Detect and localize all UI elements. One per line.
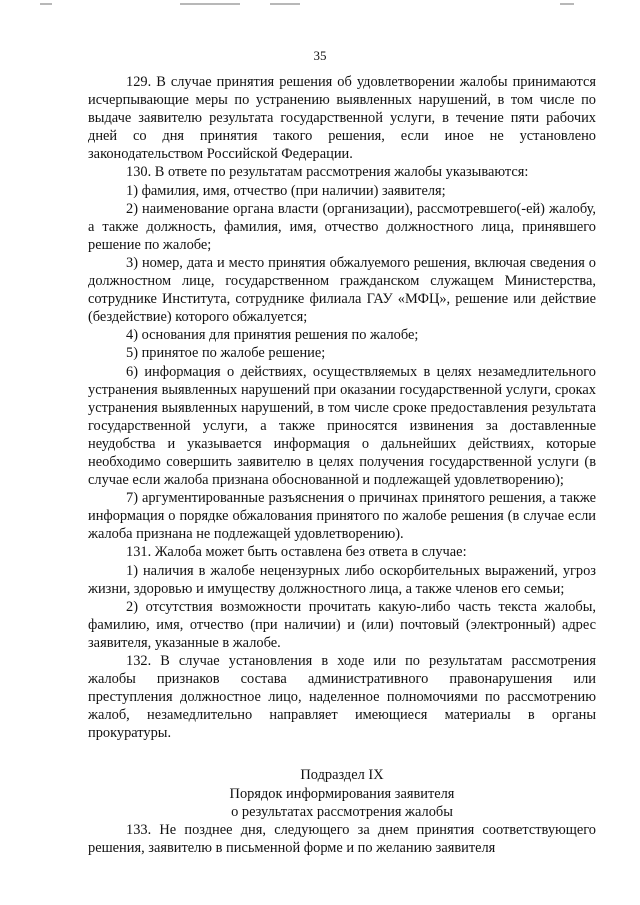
scan-edge-marks xyxy=(40,3,600,7)
section-header xyxy=(88,766,596,820)
section-subtitle-line-2: о результатах рассмотрения жалобы xyxy=(231,803,453,820)
page-number: 35 xyxy=(313,48,327,63)
list-item-130-7: 7) аргументированные разъяснения о причинах принятого решения, а также информация о порядке обжалования принятого по жалобе решения (в случае если жалоба признана не подлежащей удовлетворению). xyxy=(88,490,596,543)
paragraph-130: 130. В ответе по результатам рассмотрения жалобы указываются: xyxy=(126,164,529,181)
list-item-130-2: 2) наименование органа власти (организации), рассмотревшего(-ей) жалобу, а также должность, фамилия, имя, отчество должностного лица, принявшего решение по жалобе; xyxy=(88,200,596,253)
list-item-131-1: 1) наличия в жалобе нецензурных либо оскорбительных выражений, угроз жизни, здоровью и имуществу должностного лица, а также членов его семьи; xyxy=(88,562,596,597)
list-item-130-5: 5) принятое по жалобе решение; xyxy=(126,345,326,362)
section-subtitle-line-1: Порядок информирования заявителя xyxy=(229,785,455,802)
list-item-130-1: 1) фамилия, имя, отчество (при наличии) заявителя; xyxy=(126,182,446,199)
document-body xyxy=(88,73,596,857)
list-item-130-6: 6) информация о действиях, осуществляемых в целях незамедлительного устранения выявленных нарушений при оказании государственной услуги, сроках устранения выявленных нарушений, в том числе сроке предоставления результата государственной услуги, а также приносятся извинения за доставленные неудобства и указывается информация о дальнейших действиях, которые необходимо совершить заявителю в целях получения государственной услуги (в случае если жалоба признана обоснованной и подлежащей удовлетворению); xyxy=(88,363,596,489)
paragraph-133: 133. Не позднее дня, следующего за днем принятия соответствующего решения, заявителю в письменной форме и по желанию заявителя xyxy=(88,821,596,856)
list-item-130-4: 4) основания для принятия решения по жалобе; xyxy=(126,327,419,344)
section-title: Подраздел IX xyxy=(300,767,384,784)
paragraph-129: 129. В случае принятия решения об удовлетворении жалобы принимаются исчерпывающие меры по устранению выявленных нарушений, в том числе по выдаче заявителю результата государственной услуги, в течение пяти рабочих дней со дня принятия такого решения, если иное не установлено законодательством Российской Федерации. xyxy=(88,74,596,163)
paragraph-131: 131. Жалоба может быть оставлена без ответа в случае: xyxy=(126,544,467,561)
paragraph-132: 132. В случае установления в ходе или по результатам рассмотрения жалобы признаков состава административного правонарушения или преступления должностное лицо, наделенное полномочиями по рассмотрению жалоб, незамедлительно направляет имеющиеся материалы в органы прокуратуры. xyxy=(88,653,596,742)
list-item-130-3: 3) номер, дата и место принятия обжалуемого решения, включая сведения о должностном лице, государственном гражданском служащем Министерства, сотруднике Института, сотруднике филиала ГАУ «МФЦ», решение или действие (бездействие) которого обжалуется; xyxy=(88,254,596,326)
list-item-131-2: 2) отсутствия возможности прочитать какую-либо часть текста жалобы, фамилию, имя, отчество (при наличии) и (или) почтовый (электронный) адрес заявителя, указанные в жалобе. xyxy=(88,598,596,651)
